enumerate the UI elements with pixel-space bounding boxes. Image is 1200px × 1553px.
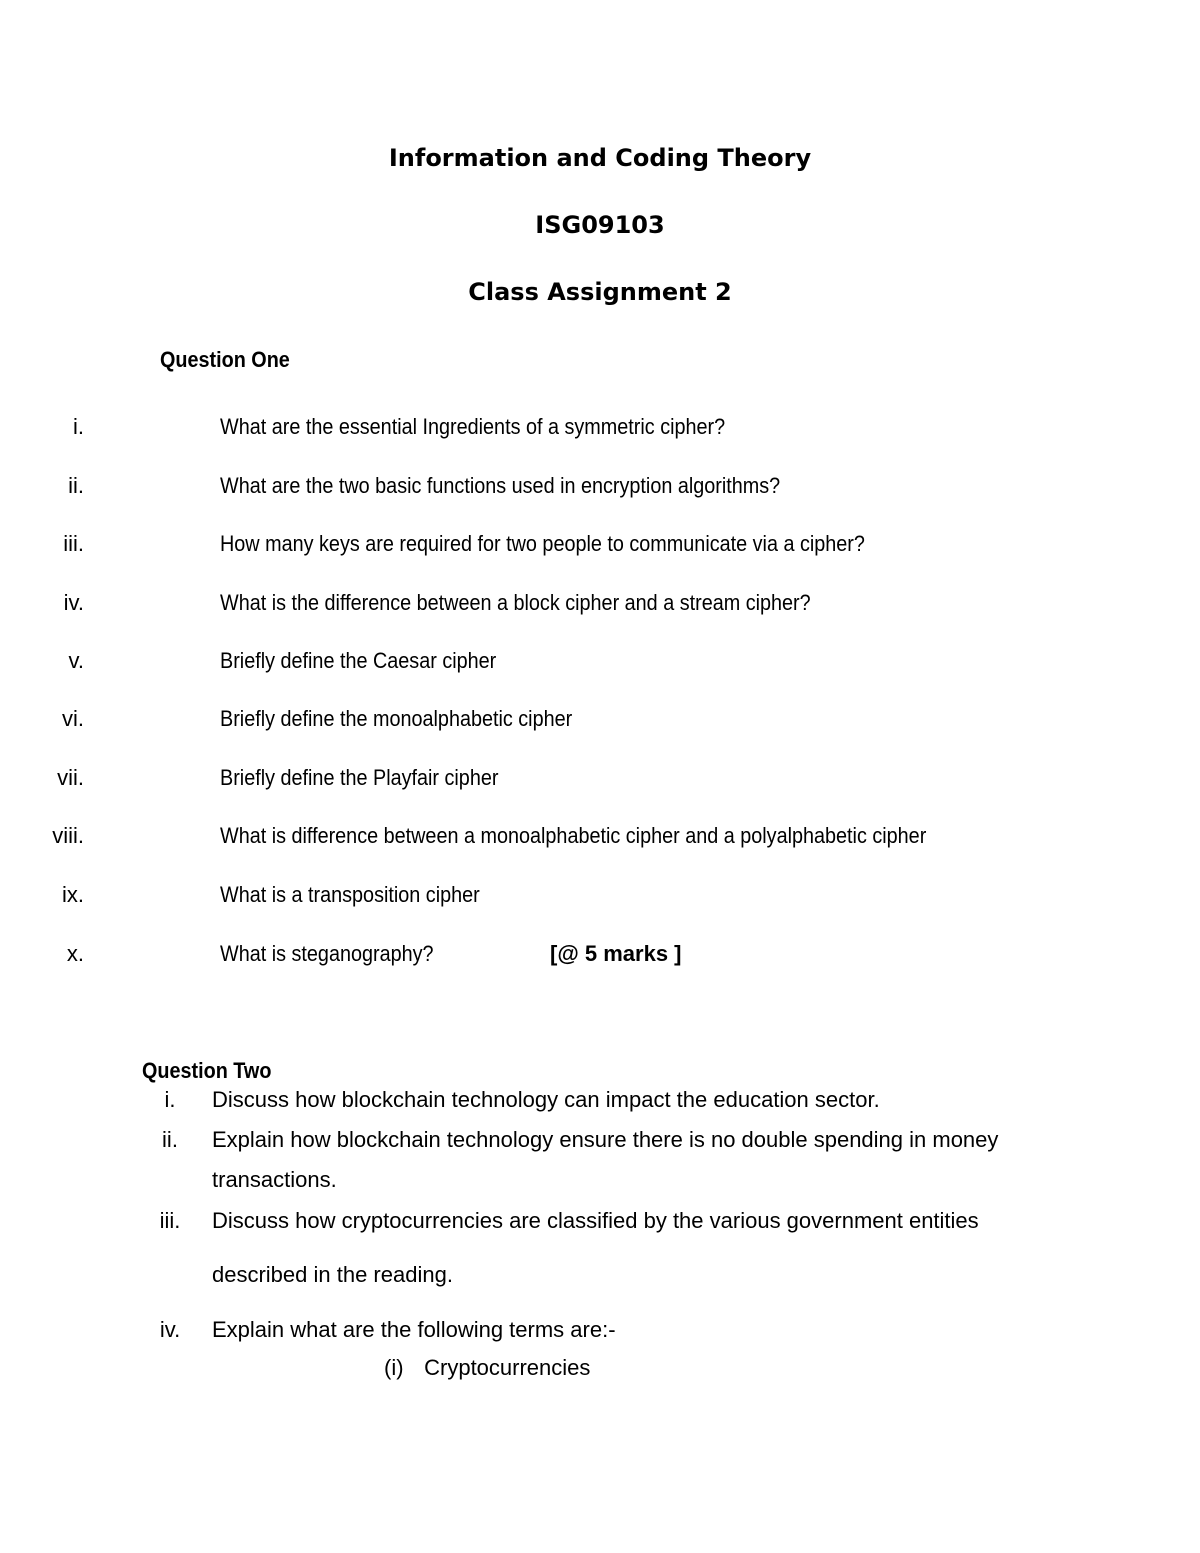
item-number: ii. [162,1127,178,1152]
question-one-item [0,704,1100,734]
question-one-item [0,412,1100,442]
question-one-item [0,471,1100,501]
item-text: How many keys are required for two people to communicate via a cipher? [220,531,865,556]
item-text: Discuss how blockchain technology can impact the education sector. [212,1087,880,1112]
question-one-heading: Question One [160,347,290,372]
question-one-item [0,939,1100,969]
course-code: ISG09103 [535,211,665,239]
item-number: ix. [62,882,84,907]
question-one-item [0,821,1100,851]
item-number: iv. [63,590,84,615]
question-one-item [0,880,1100,910]
item-number: i. [73,414,84,439]
item-text: Briefly define the monoalphabetic cipher [220,706,573,731]
item-text: Briefly define the Caesar cipher [220,648,497,673]
document-title: Information and Coding Theory [388,144,812,172]
question-one-item [0,588,1100,618]
question-one-item [0,646,1100,676]
question-one-item [0,529,1100,559]
item-number: iv. [159,1317,181,1342]
item-number: viii. [52,823,84,848]
item-number: i. [164,1087,176,1112]
item-text: What are the two basic functions used in encryption algorithms? [220,473,781,498]
item-text: What is difference between a monoalphabetic cipher and a polyalphabetic cipher [220,823,927,848]
sub-item [384,1352,590,1384]
item-text: What are the essential Ingredients of a symmetric cipher? [220,414,726,439]
assignment-title: Class Assignment 2 [468,278,732,306]
item-number: ii. [68,473,84,498]
item-text: What is a transposition cipher [220,882,480,907]
item-number: vi. [62,706,84,731]
item-text: What is the difference between a block cipher and a stream cipher? [220,590,811,615]
marks-label: [@ 5 marks ] [550,941,682,966]
item-number: iii. [159,1208,181,1233]
item-number: iii. [63,531,84,556]
item-text: Discuss how cryptocurrencies are classified by the various government entities described in the reading. [212,1208,979,1287]
item-number: vii. [57,765,84,790]
item-text: Explain what are the following terms are:- [212,1317,616,1342]
item-text: What is steganography? [220,941,434,966]
item-text: Briefly define the Playfair cipher [220,765,499,790]
item-number: x. [66,941,84,966]
item-text: Explain how blockchain technology ensure there is no double spending in money transactions. [212,1127,999,1192]
sub-item-number: (i) [384,1355,404,1380]
sub-item-text: Cryptocurrencies [424,1355,591,1380]
question-one-item [0,763,1100,793]
question-two-heading: Question Two [142,1058,272,1083]
item-number: v. [68,648,84,673]
